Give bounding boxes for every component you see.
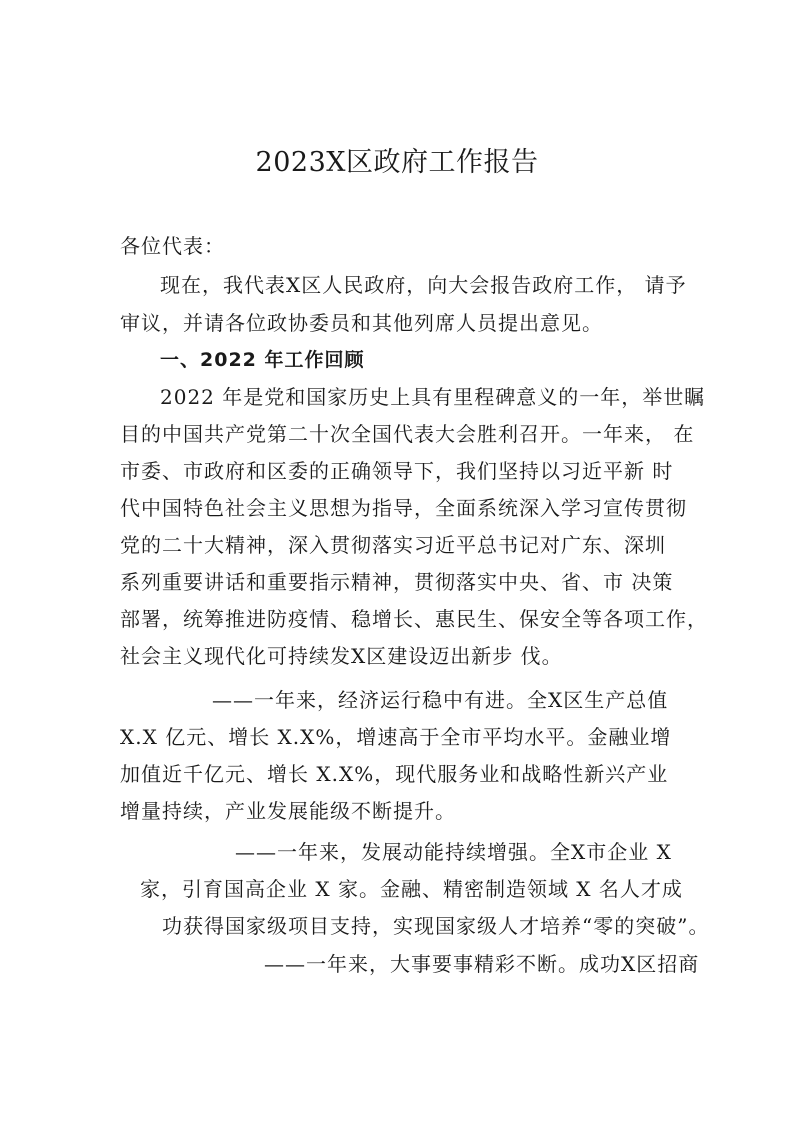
paragraph-line: 社会主义现代化可持续发X区建设迈出新步 伐。	[120, 644, 563, 668]
momentum-line: 功获得国家级项目支持，实现国家级人才培养“零的突破”。	[162, 914, 710, 938]
intro-line-1: 现在，我代表X区人民政府，向大会报告政府工作， 请予	[160, 273, 687, 297]
section-heading: 一、2022 年工作回顾	[160, 349, 365, 371]
paragraph-line: 目的中国共产党第二十次全国代表大会胜利召开。一年来， 在	[120, 422, 695, 446]
economy-line: ——一年来，经济运行稳中有进。全X区生产总值	[212, 688, 669, 712]
paragraph-line: 市委、市政府和区委的正确领导下，我们坚持以习近平新 时	[120, 459, 674, 483]
momentum-line: ——一年来，发展动能持续增强。全X市企业 X	[235, 840, 672, 864]
paragraph-line: 系列重要讲话和重要指示精神，贯彻落实中央、省、市 决策	[120, 570, 674, 594]
intro-line-2: 审议，并请各位政协委员和其他列席人员提出意见。	[120, 311, 603, 335]
paragraph-line: 代中国特色社会主义思想为指导，全面系统深入学习宣传贯彻	[120, 496, 687, 520]
paragraph-line: 2022 年是党和国家历史上具有里程碑意义的一年，举世瞩	[160, 385, 706, 409]
paragraph-line: 部署，统筹推进防疫情、稳增长、惠民生、保安全等各项工作，	[120, 607, 708, 631]
paragraph-line: 党的二十大精神，深入贯彻落实习近平总书记对广东、深圳	[120, 533, 666, 557]
momentum-line: 家，引育国高企业 X 家。金融、精密制造领域 X 名人才成	[140, 877, 683, 901]
economy-line: 增量持续，产业发展能级不断提升。	[120, 799, 456, 823]
page-title: 2023X区政府工作报告	[255, 147, 539, 178]
events-line: ——一年来，大事要事精彩不断。成功X区招商	[264, 952, 700, 976]
economy-line: 加值近千亿元、增长 X.X%，现代服务业和战略性新兴产业	[120, 762, 669, 786]
economy-line: X.X 亿元、增长 X.X%，增速高于全市平均水平。金融业增	[120, 725, 672, 749]
salutation: 各位代表：	[120, 234, 225, 258]
